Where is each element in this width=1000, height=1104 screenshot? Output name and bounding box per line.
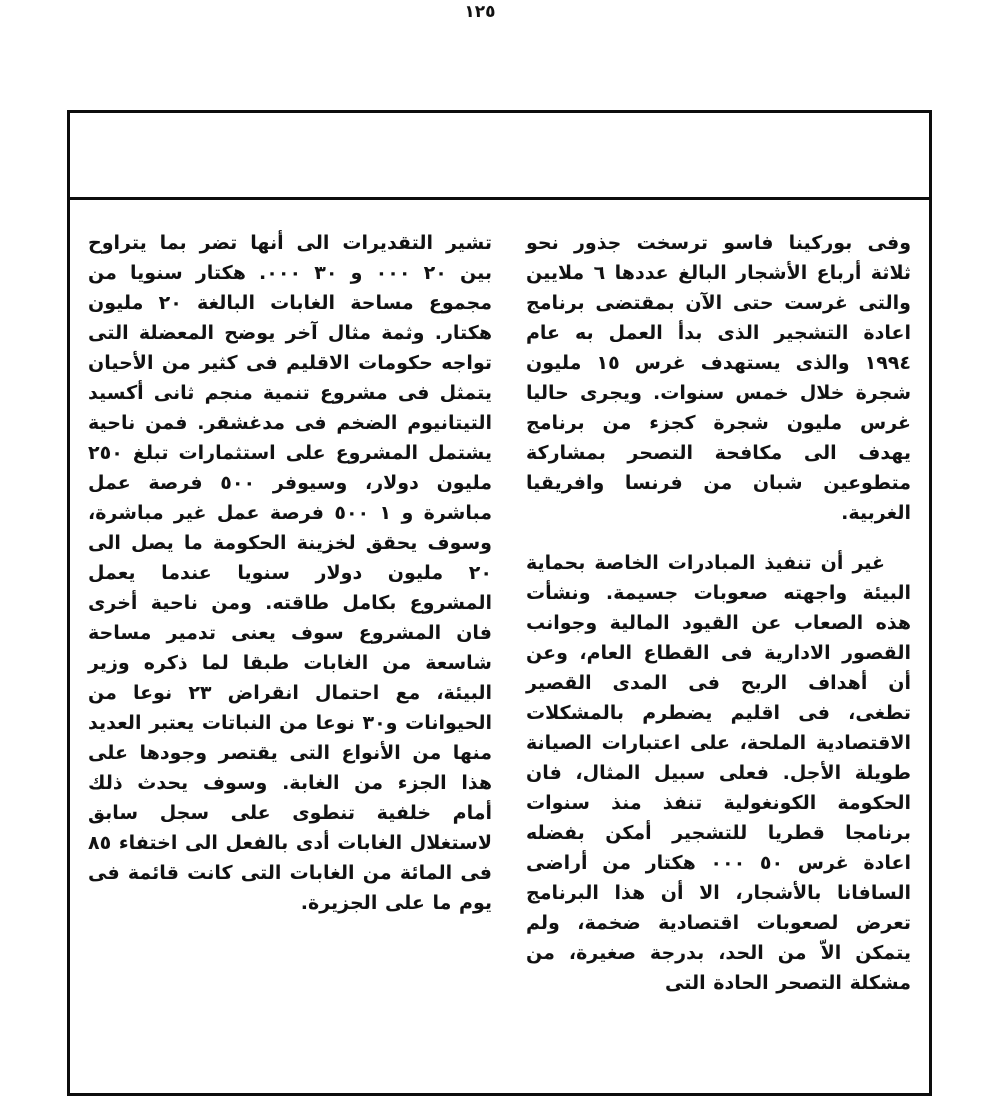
empty-header-strip: [70, 113, 929, 200]
page-number: ١٢٥: [464, 2, 496, 22]
column-left: [88, 228, 492, 998]
paragraph-right-2: غير أن تنفيذ المبادرات الخاصة بحماية البيئة واجهته صعوبات جسيمة. ونشأت هذه الصعاب عن القيود المالية وجوانب القصور الادارية فى القطاع العام، وعن أن أهداف الربح فى المدى القصير تطغى، فى اقليم يضطرم بالمشكلات الاقتصادية الملحة، على اعتبارات الصيانة طويلة الأجل. فعلى سبيل المثال، فان الحكومة الكونغولية تنفذ منذ سنوات برنامجا قطريا للتشجير أمكن بفضله اعادة غرس ٥٠ ٠٠٠ هكتار من أراضى السافانا بالأشجار، الا أن هذا البرنامج تعرض لصعوبات اقتصادية ضخمة، ولم يتمكن الاّ من الحد، بدرجة صغيرة، من مشكلة التصحر الحادة التى: [526, 552, 911, 994]
paragraph-left-1: تشير التقديرات الى أنها تضر بما يتراوح بين ٢٠ ٠٠٠ و ٣٠ ٠٠٠. هكتار سنويا من مجموع مساحة الغابات البالغة ٢٠ مليون هكتار. وثمة مثال آخر يوضح المعضلة التى تواجه حكومات الاقليم فى كثير من الأحيان يتمثل فى مشروع تنمية منجم ثانى أكسيد التيتانيوم الضخم فى مدغشقر. فمن ناحية يشتمل المشروع على استثمارات تبلغ ٢٥٠ مليون دولار، وسيوفر ٥٠٠ فرصة عمل مباشرة و ١ ٥٠٠ فرصة عمل غير مباشرة، وسوف يحقق لخزينة الحكومة ما يصل الى ٢٠ مليون دولار سنويا عندما يعمل المشروع بكامل طاقته. ومن ناحية أخرى فان المشروع سوف يعنى تدمير مساحة شاسعة من الغابات طبقا لما ذكره وزير البيئة، مع احتمال انقراض ٢٣ نوعا من الحيوانات و٣٠ نوعا من النباتات يعتبر العديد منها من الأنواع التى يقتصر وجودها على هذا الجزء من الغابة. وسوف يحدث ذلك أمام خلفية تنطوى على سجل سابق لاستغلال الغابات أدى بالفعل الى اختفاء ٨٥ فى المائة من الغابات التى كانت قائمة فى يوم ما على الجزيرة.: [88, 232, 492, 914]
paragraph-right-1: وفى بوركينا فاسو ترسخت جذور نحو ثلاثة أرباع الأشجار البالغ عددها ٦ ملايين والتى غرست حتى الآن بمقتضى برنامج اعادة التشجير الذى بدأ العمل به عام ١٩٩٤ والذى يستهدف غرس ١٥ مليون شجرة خلال خمس سنوات. ويجرى حاليا غرس مليون شجرة كجزء من برنامج يهدف الى مكافحة التصحر بمشاركة متطوعين شبان من فرنسا وافريقيا الغربية.: [526, 232, 912, 524]
two-column-text: [70, 200, 929, 998]
article-frame: [67, 110, 932, 1096]
column-right: [526, 228, 911, 998]
